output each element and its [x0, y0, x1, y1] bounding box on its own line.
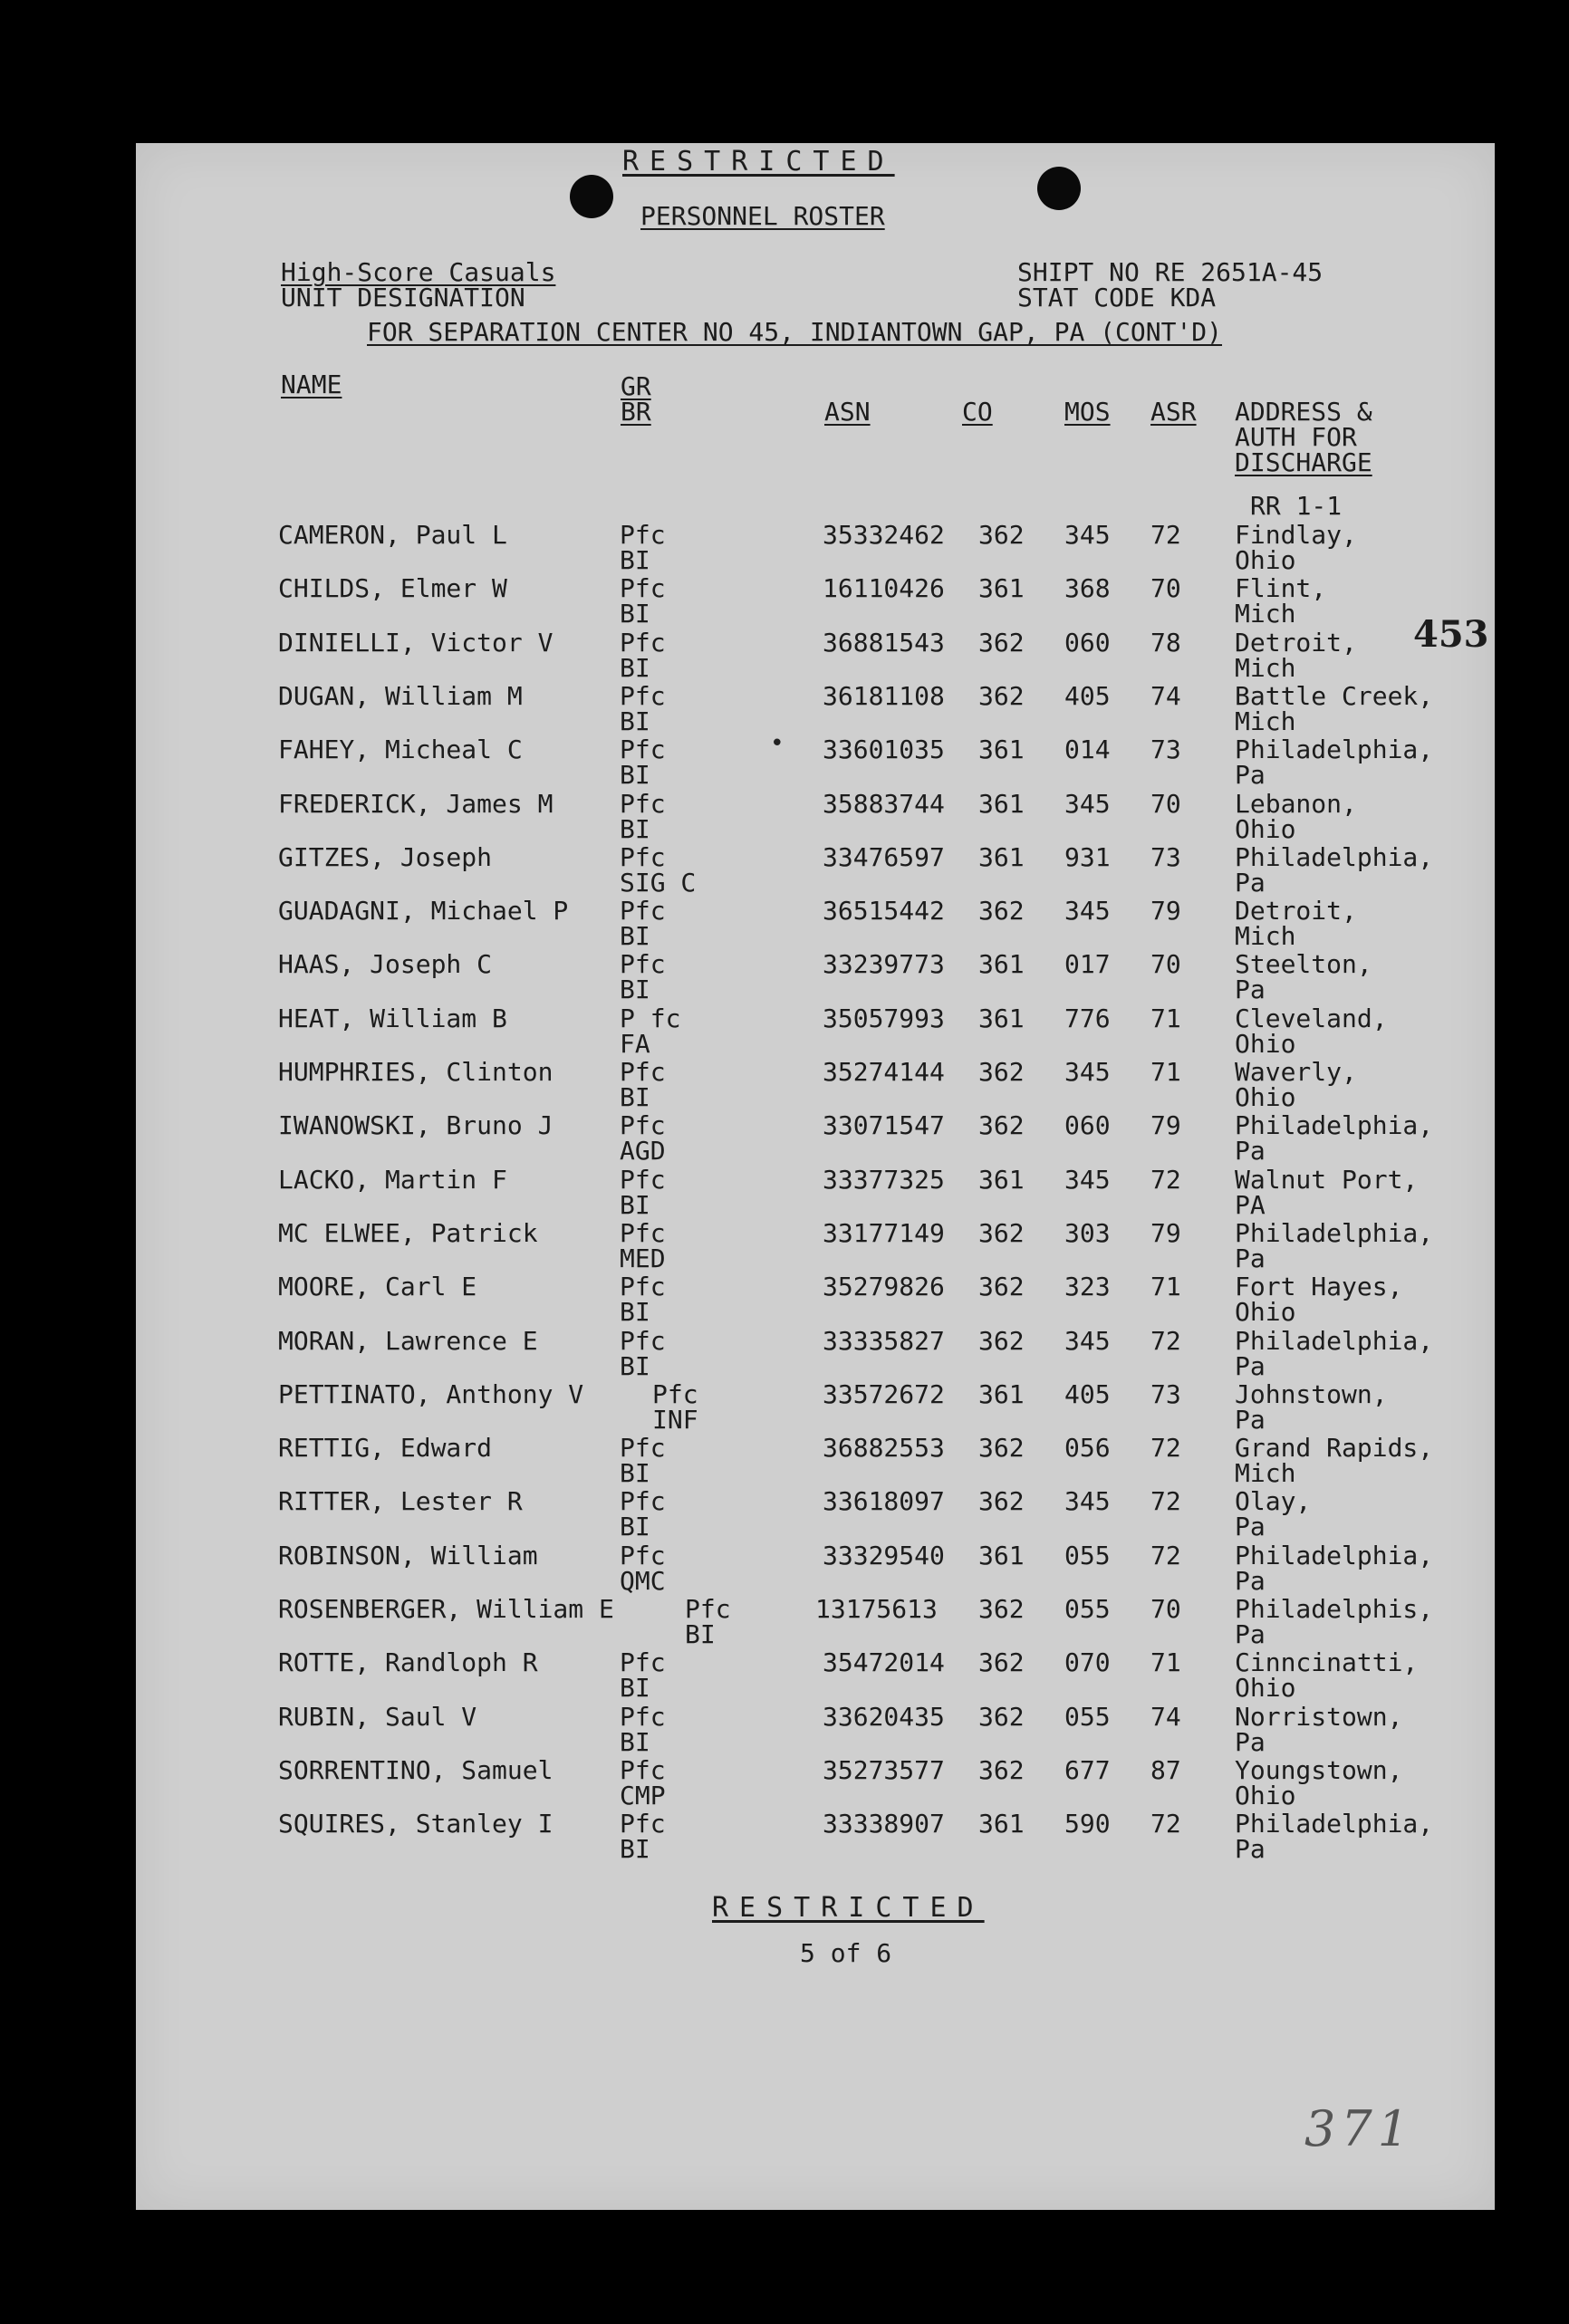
roster-name: PETTINATO, Anthony V [278, 1378, 584, 1409]
roster-co: 362 [978, 896, 1025, 927]
roster-name: HAAS, Joseph C [278, 949, 493, 980]
roster-branch: BI [685, 1619, 716, 1649]
roster-city: Cleveland, [1235, 1003, 1388, 1033]
roster-asn: 16110426 [823, 573, 945, 604]
table-row [136, 1005, 1495, 1060]
roster-mos: 345 [1064, 788, 1111, 819]
roster-city: Walnut Port, [1235, 1164, 1419, 1195]
roster-page [136, 143, 1495, 2210]
roster-city: Fort Hayes, [1235, 1272, 1403, 1302]
roster-state: Pa [1235, 1136, 1266, 1167]
roster-asr: 73 [1150, 1378, 1181, 1409]
roster-mos: 014 [1064, 735, 1111, 765]
roster-city: Philadelphia, [1235, 735, 1434, 765]
roster-city: Detroit, [1235, 627, 1357, 658]
roster-grade: Pfc [620, 949, 666, 980]
roster-mos: 368 [1064, 573, 1111, 604]
roster-city: Norristown, [1235, 1701, 1403, 1732]
roster-branch: BI [620, 921, 650, 952]
roster-name: RITTER, Lester R [278, 1486, 523, 1517]
roster-name: HUMPHRIES, Clinton [278, 1057, 553, 1087]
restricted-header: RESTRICTED [622, 146, 895, 178]
roster-asn: 35472014 [823, 1647, 945, 1678]
table-row [136, 1059, 1495, 1113]
roster-state: Mich [1235, 706, 1296, 736]
table-row [136, 841, 1495, 898]
roster-branch: BI [620, 1350, 650, 1381]
roster-co: 362 [978, 1433, 1025, 1464]
roster-state: Mich [1235, 1458, 1296, 1489]
table-row [136, 898, 1495, 952]
roster-asr: 72 [1150, 520, 1181, 550]
roster-grade: Pfc [620, 1057, 666, 1087]
roster-name: GITZES, Joseph [278, 841, 493, 872]
roster-co: 362 [978, 1217, 1025, 1248]
roster-asn: 33239773 [823, 949, 945, 980]
roster-mos: 055 [1064, 1701, 1111, 1732]
roster-asn: 33601035 [823, 735, 945, 765]
table-row [136, 1164, 1495, 1221]
roster-co: 362 [978, 1057, 1025, 1087]
roster-state: Pa [1235, 1834, 1266, 1865]
roster-asn: 35332462 [823, 520, 945, 550]
roster-branch: AGD [620, 1136, 666, 1167]
roster-city: Findlay, [1235, 520, 1357, 550]
roster-mos: 070 [1064, 1647, 1111, 1678]
roster-asr: 73 [1150, 841, 1181, 872]
table-row [136, 1378, 1495, 1436]
roster-state: Pa [1235, 1512, 1266, 1542]
roster-name: HEAT, William B [278, 1003, 507, 1033]
roster-co: 362 [978, 680, 1025, 711]
roster-asn: 13175613 [815, 1594, 938, 1624]
roster-asr: 72 [1150, 1325, 1181, 1356]
roster-co: 362 [978, 1594, 1025, 1624]
roster-co: 361 [978, 949, 1025, 980]
roster-city: Cinncinatti, [1235, 1647, 1419, 1678]
roster-co: 362 [978, 1701, 1025, 1732]
roster-co: 362 [978, 1110, 1025, 1141]
roster-name: FREDERICK, James M [278, 788, 553, 819]
roster-city: Olay, [1235, 1486, 1312, 1517]
roster-grade: Pfc [620, 1217, 666, 1248]
roster-mos: 060 [1064, 1110, 1111, 1141]
roster-mos: 055 [1064, 1594, 1111, 1624]
roster-asn: 33377325 [823, 1164, 945, 1195]
roster-grade: Pfc [620, 627, 666, 658]
roster-state: Pa [1235, 760, 1266, 791]
roster-asr: 79 [1150, 1217, 1181, 1248]
table-row [136, 522, 1495, 576]
roster-asr: 72 [1150, 1433, 1181, 1464]
table-row [136, 951, 1495, 1005]
roster-grade: Pfc [620, 1110, 666, 1141]
roster-name: ROBINSON, William [278, 1540, 538, 1570]
roster-state: Pa [1235, 1565, 1266, 1596]
roster-asr: 70 [1150, 949, 1181, 980]
roster-grade: Pfc [620, 520, 666, 550]
roster-grade: P fc [620, 1003, 681, 1033]
roster-co: 361 [978, 1003, 1025, 1033]
roster-asn: 35273577 [823, 1754, 945, 1785]
roster-mos: 303 [1064, 1217, 1111, 1248]
roster-branch: BI [620, 760, 650, 791]
roster-name: SORRENTINO, Samuel [278, 1754, 553, 1785]
roster-name: ROSENBERGER, William E [278, 1594, 614, 1624]
roster-asr: 71 [1150, 1647, 1181, 1678]
table-row [136, 1435, 1495, 1489]
roster-asn: 36882553 [823, 1433, 945, 1464]
table-row [136, 788, 1495, 845]
table-row [136, 1325, 1495, 1382]
header-address-3: DISCHARGE [1235, 447, 1372, 477]
punch-hole-right [1037, 167, 1081, 210]
roster-mos: 056 [1064, 1433, 1111, 1464]
roster-city: Steelton, [1235, 949, 1372, 980]
punch-hole-left [570, 175, 613, 218]
shipment-number: SHIPT NO RE 2651A-45 [1017, 257, 1324, 287]
page-number: 5 of 6 [800, 1938, 892, 1968]
roster-asn: 33338907 [823, 1809, 945, 1839]
roster-name: MORAN, Lawrence E [278, 1325, 538, 1356]
roster-asn: 35274144 [823, 1057, 945, 1087]
roster-asr: 78 [1150, 627, 1181, 658]
roster-name: ROTTE, Randloph R [278, 1647, 538, 1678]
roster-city: Johnstown, [1235, 1378, 1388, 1409]
table-row [136, 1810, 1495, 1865]
roster-mos: 055 [1064, 1540, 1111, 1570]
roster-name: CAMERON, Paul L [278, 520, 507, 550]
roster-mos: 345 [1064, 896, 1111, 927]
roster-grade: Pfc [685, 1594, 731, 1624]
roster-co: 362 [978, 627, 1025, 658]
roster-state: Pa [1235, 1404, 1266, 1435]
roster-asr: 71 [1150, 1003, 1181, 1033]
header-address-2: AUTH FOR [1235, 422, 1357, 452]
auth-code: RR 1-1 [1250, 491, 1343, 521]
roster-city: Philadelphia, [1235, 1540, 1434, 1570]
roster-grade: Pfc [620, 1164, 666, 1195]
roster-asr: 72 [1150, 1809, 1181, 1839]
stat-code: STAT CODE KDA [1017, 283, 1217, 312]
roster-asr: 72 [1150, 1486, 1181, 1517]
roster-name: CHILDS, Elmer W [278, 573, 507, 604]
table-row [136, 629, 1495, 684]
roster-city: Lebanon, [1235, 788, 1357, 819]
roster-asn: 33618097 [823, 1486, 945, 1517]
table-row [136, 1649, 1495, 1704]
stamp-number: 453 [1413, 613, 1489, 656]
roster-grade: Pfc [620, 841, 666, 872]
roster-branch: BI [620, 599, 650, 629]
roster-name: MC ELWEE, Patrick [278, 1217, 538, 1248]
roster-grade: Pfc [620, 1325, 666, 1356]
roster-state: Pa [1235, 1350, 1266, 1381]
roster-co: 362 [978, 1272, 1025, 1302]
roster-city: Youngstown, [1235, 1754, 1403, 1785]
roster-city: Philadelphia, [1235, 1809, 1434, 1839]
roster-asn: 35883744 [823, 788, 945, 819]
roster-mos: 776 [1064, 1003, 1111, 1033]
roster-co: 361 [978, 1378, 1025, 1409]
roster-mos: 345 [1064, 1164, 1111, 1195]
roster-branch: BI [620, 706, 650, 736]
roster-grade: Pfc [620, 1647, 666, 1678]
header-asr: ASR [1150, 397, 1197, 427]
roster-branch: BI [620, 1673, 650, 1704]
roster-city: Philadelphia, [1235, 1217, 1434, 1248]
roster-asr: 79 [1150, 1110, 1181, 1141]
roster-asr: 72 [1150, 1164, 1181, 1195]
roster-mos: 345 [1064, 1325, 1111, 1356]
roster-grade: Pfc [620, 735, 666, 765]
roster-co: 361 [978, 841, 1025, 872]
roster-branch: BI [620, 1082, 650, 1112]
roster-branch: BI [620, 975, 650, 1005]
separation-center-subtitle: FOR SEPARATION CENTER NO 45, INDIANTOWN GAP, PA (CONT'D) [367, 317, 1223, 347]
roster-branch: BI [620, 813, 650, 844]
roster-grade: Pfc [620, 788, 666, 819]
roster-branch: BI [620, 1189, 650, 1220]
roster-co: 361 [978, 788, 1025, 819]
roster-branch: FA [620, 1028, 650, 1059]
table-row [136, 575, 1495, 629]
roster-state: Ohio [1235, 1297, 1296, 1328]
roster-asn: 36515442 [823, 896, 945, 927]
roster-city: Waverly, [1235, 1057, 1357, 1087]
roster-state: Ohio [1235, 545, 1296, 575]
roster-grade: Pfc [620, 1701, 666, 1732]
roster-grade: Pfc [620, 1272, 666, 1302]
header-co: CO [962, 397, 993, 427]
roster-branch: MED [620, 1243, 666, 1273]
roster-grade: Pfc [620, 896, 666, 927]
roster-mos: 405 [1064, 680, 1111, 711]
roster-state: Pa [1235, 1619, 1266, 1649]
roster-mos: 931 [1064, 841, 1111, 872]
roster-grade: Pfc [652, 1378, 698, 1409]
roster-grade: Pfc [620, 1486, 666, 1517]
roster-asr: 71 [1150, 1272, 1181, 1302]
roster-branch: BI [620, 545, 650, 575]
roster-asr: 73 [1150, 735, 1181, 765]
roster-co: 361 [978, 1809, 1025, 1839]
roster-co: 361 [978, 1164, 1025, 1195]
roster-name: DINIELLI, Victor V [278, 627, 553, 658]
roster-co: 362 [978, 1647, 1025, 1678]
roster-mos: 345 [1064, 1486, 1111, 1517]
table-row [136, 1488, 1495, 1542]
roster-city: Philadelphia, [1235, 841, 1434, 872]
roster-city: Philadelphia, [1235, 1325, 1434, 1356]
roster-state: Pa [1235, 1243, 1266, 1273]
roster-grade: Pfc [620, 573, 666, 604]
roster-co: 362 [978, 1754, 1025, 1785]
roster-state: Mich [1235, 652, 1296, 683]
roster-mos: 060 [1064, 627, 1111, 658]
table-row [136, 1273, 1495, 1328]
roster-name: DUGAN, William M [278, 680, 523, 711]
roster-name: RUBIN, Saul V [278, 1701, 477, 1732]
roster-asn: 33329540 [823, 1540, 945, 1570]
roster-grade: Pfc [620, 1754, 666, 1785]
roster-grade: Pfc [620, 1540, 666, 1570]
ink-dot: • [770, 730, 784, 757]
roster-asr: 71 [1150, 1057, 1181, 1087]
roster-name: LACKO, Martin F [278, 1164, 507, 1195]
header-name: NAME [281, 370, 342, 399]
roster-state: Ohio [1235, 1673, 1296, 1704]
roster-state: Ohio [1235, 813, 1296, 844]
roster-state: Pa [1235, 867, 1266, 898]
roster-asr: 70 [1150, 788, 1181, 819]
roster-co: 362 [978, 1486, 1025, 1517]
roster-name: RETTIG, Edward [278, 1433, 493, 1464]
roster-co: 361 [978, 735, 1025, 765]
roster-state: Mich [1235, 921, 1296, 952]
roster-co: 361 [978, 1540, 1025, 1570]
roster-grade: Pfc [620, 680, 666, 711]
header-mos: MOS [1064, 397, 1111, 427]
roster-branch: BI [620, 1297, 650, 1328]
roster-branch: BI [620, 1834, 650, 1865]
roster-name: SQUIRES, Stanley I [278, 1809, 553, 1839]
roster-co: 362 [978, 520, 1025, 550]
roster-name: IWANOWSKI, Bruno J [278, 1110, 553, 1141]
roster-state: Ohio [1235, 1780, 1296, 1810]
roster-state: Ohio [1235, 1028, 1296, 1059]
roster-asr: 74 [1150, 1701, 1181, 1732]
table-row [136, 1596, 1495, 1650]
roster-title: PERSONNEL ROSTER [640, 201, 885, 231]
roster-asr: 72 [1150, 1540, 1181, 1570]
roster-asn: 33071547 [823, 1110, 945, 1141]
roster-city: Battle Creek, [1235, 680, 1434, 711]
roster-asn: 35057993 [823, 1003, 945, 1033]
roster-city: Detroit, [1235, 896, 1357, 927]
roster-asn: 36881543 [823, 627, 945, 658]
roster-branch: BI [620, 1726, 650, 1757]
table-row [136, 1112, 1495, 1167]
roster-state: Pa [1235, 1726, 1266, 1757]
roster-name: GUADAGNI, Michael P [278, 896, 569, 927]
roster-state: Ohio [1235, 1082, 1296, 1112]
roster-city: Philadelphis, [1235, 1594, 1434, 1624]
roster-branch: BI [620, 1458, 650, 1489]
roster-grade: Pfc [620, 1809, 666, 1839]
roster-city: Grand Rapids, [1235, 1433, 1434, 1464]
roster-asr: 70 [1150, 1594, 1181, 1624]
roster-branch: INF [652, 1404, 698, 1435]
roster-branch: BI [620, 1512, 650, 1542]
roster-mos: 323 [1064, 1272, 1111, 1302]
unit-name: High-Score Casuals [281, 257, 556, 287]
header-gr: GR [621, 371, 651, 401]
roster-mos: 017 [1064, 949, 1111, 980]
roster-asn: 36181108 [823, 680, 945, 711]
roster-name: FAHEY, Micheal C [278, 735, 523, 765]
table-row [136, 736, 1495, 791]
roster-name: MOORE, Carl E [278, 1272, 477, 1302]
roster-mos: 590 [1064, 1809, 1111, 1839]
roster-branch: QMC [620, 1565, 666, 1596]
roster-asn: 33620435 [823, 1701, 945, 1732]
table-row [136, 680, 1495, 737]
roster-asr: 79 [1150, 896, 1181, 927]
roster-asn: 33335827 [823, 1325, 945, 1356]
roster-asr: 70 [1150, 573, 1181, 604]
roster-mos: 405 [1064, 1378, 1111, 1409]
roster-asn: 33476597 [823, 841, 945, 872]
roster-asr: 74 [1150, 680, 1181, 711]
roster-mos: 345 [1064, 1057, 1111, 1087]
unit-designation-label: UNIT DESIGNATION [281, 283, 525, 312]
table-row [136, 1217, 1495, 1274]
header-br: BR [621, 397, 651, 427]
roster-branch: CMP [620, 1780, 666, 1810]
roster-state: PA [1235, 1189, 1266, 1220]
roster-branch: SIG C [620, 867, 697, 898]
roster-asn: 35279826 [823, 1272, 945, 1302]
roster-co: 361 [978, 573, 1025, 604]
roster-asr: 87 [1150, 1754, 1181, 1785]
roster-mos: 345 [1064, 520, 1111, 550]
roster-city: Flint, [1235, 573, 1327, 604]
table-row [136, 1754, 1495, 1811]
roster-asn: 33177149 [823, 1217, 945, 1248]
handwritten-number: 371 [1304, 2100, 1415, 2157]
header-asn: ASN [824, 397, 871, 427]
roster-asn: 33572672 [823, 1378, 945, 1409]
roster-city: Philadelphia, [1235, 1110, 1434, 1141]
table-row [136, 1701, 1495, 1758]
roster-state: Pa [1235, 975, 1266, 1005]
roster-branch: BI [620, 652, 650, 683]
roster-mos: 677 [1064, 1754, 1111, 1785]
roster-co: 362 [978, 1325, 1025, 1356]
roster-state: Mich [1235, 599, 1296, 629]
table-row [136, 1542, 1495, 1597]
roster-grade: Pfc [620, 1433, 666, 1464]
header-address-1: ADDRESS & [1235, 397, 1372, 427]
restricted-footer: RESTRICTED [712, 1892, 985, 1924]
